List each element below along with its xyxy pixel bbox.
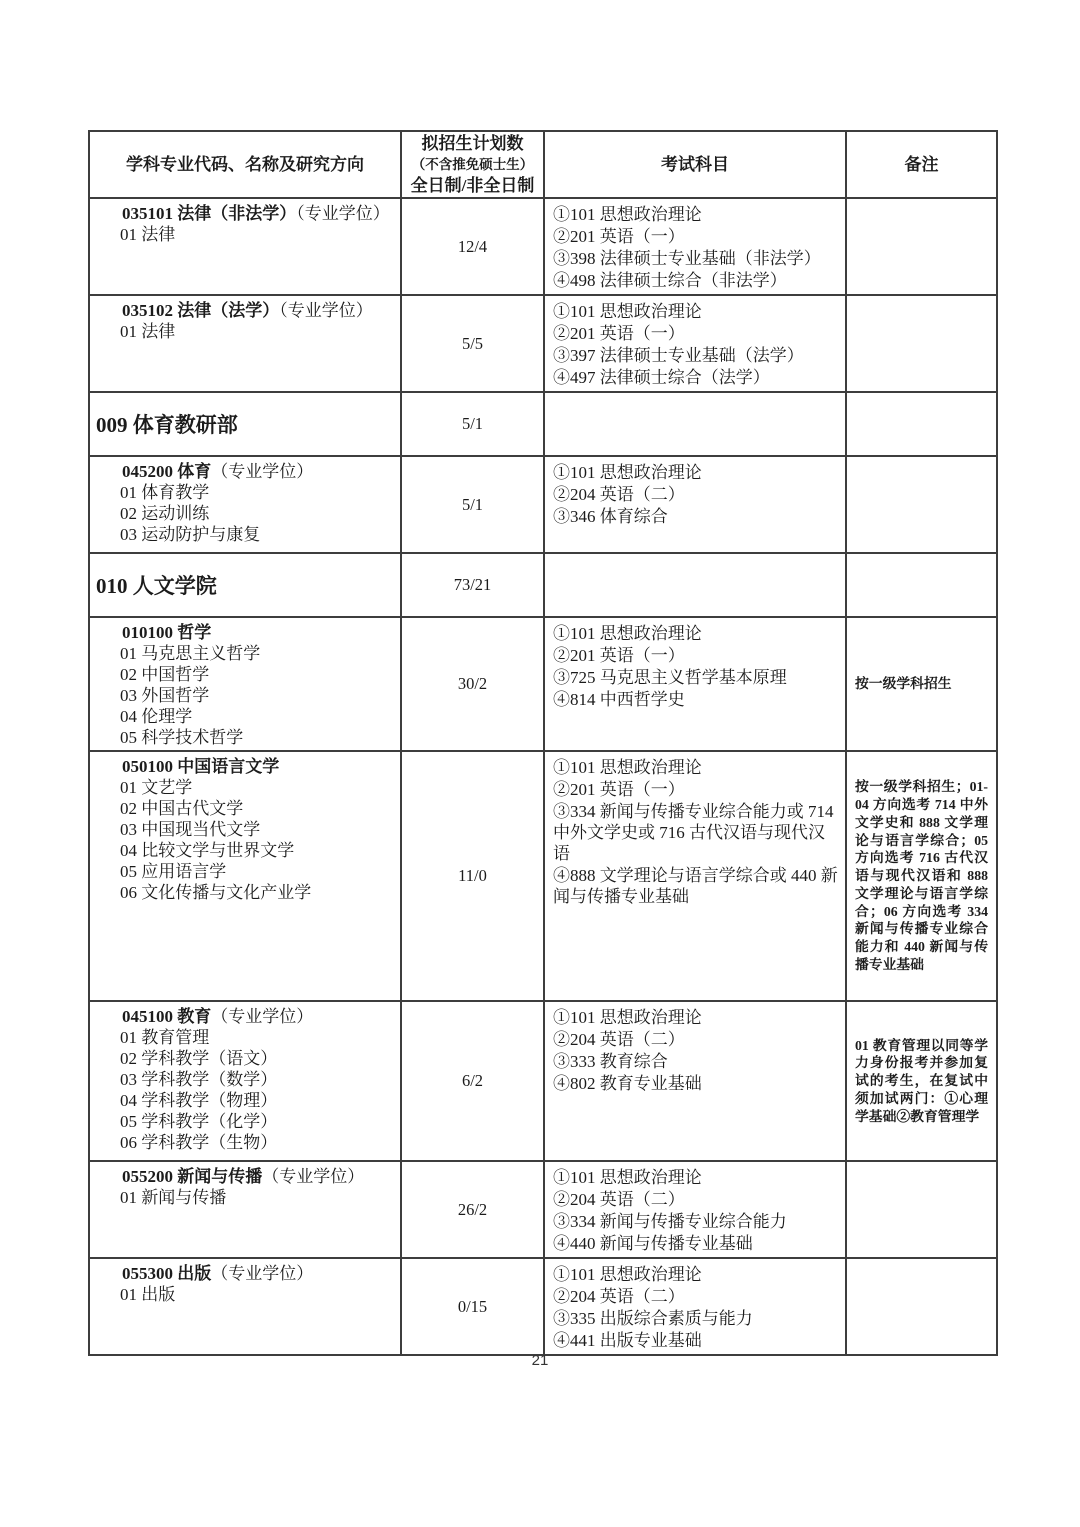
note-cell xyxy=(846,295,997,392)
direction-item: 03 外国哲学 xyxy=(120,686,210,705)
quota-cell: 30/2 xyxy=(401,617,544,751)
exams-cell xyxy=(544,456,846,553)
exam-item: ①101 思想政治理论 xyxy=(553,302,702,321)
program-code: 035101 法律（非法学） xyxy=(122,204,297,223)
program-cell xyxy=(89,1258,401,1355)
note-cell xyxy=(846,456,997,553)
department-cell: 010 人文学院 xyxy=(89,553,401,617)
program-title xyxy=(94,300,394,321)
table-row-dept-009 xyxy=(89,392,997,456)
direction-item: 02 学科教学（语文） xyxy=(120,1049,278,1068)
exam-item: ③346 体育综合 xyxy=(553,507,668,526)
table-row-050100 xyxy=(89,751,997,1001)
direction-item: 01 文艺学 xyxy=(120,778,193,797)
exam-item: ④888 文学理论与语言学综合或 440 新闻与传播专业基础 xyxy=(553,866,838,906)
program-suffix: （专业学位） xyxy=(211,1264,314,1283)
exam-item: ③398 法律硕士专业基础（非法学） xyxy=(553,249,821,268)
exam-item: ②201 英语（一） xyxy=(553,227,685,246)
program-title xyxy=(94,622,394,643)
exam-item: ①101 思想政治理论 xyxy=(553,205,702,224)
exam-item: ④498 法律硕士综合（非法学） xyxy=(553,271,787,290)
exams-cell xyxy=(544,617,846,751)
direction-item: 04 伦理学 xyxy=(120,707,193,726)
table-row-010100 xyxy=(89,617,997,751)
program-suffix: （专业学位） xyxy=(296,204,390,223)
program-title xyxy=(94,1263,394,1284)
col-header-note: 备注 xyxy=(846,131,997,198)
direction-item: 02 运动训练 xyxy=(120,504,210,523)
quota-cell: 12/4 xyxy=(401,198,544,295)
program-code: 050100 中国语言文学 xyxy=(122,757,280,776)
exam-item: ②204 英语（二） xyxy=(553,1190,685,1209)
exam-item: ③334 新闻与传播专业综合能力或 714 中外文学史或 716 古代汉语与现代汉语 xyxy=(553,802,834,863)
exam-item: ②201 英语（一） xyxy=(553,646,685,665)
exam-item: ④802 教育专业基础 xyxy=(553,1074,702,1093)
exam-item: ①101 思想政治理论 xyxy=(553,758,702,777)
quota-header-line2: （不含推免硕士生） xyxy=(411,157,534,172)
exams-cell xyxy=(544,1258,846,1355)
program-cell xyxy=(89,295,401,392)
table-row-055200 xyxy=(89,1161,997,1258)
program-cell xyxy=(89,751,401,1001)
program-title xyxy=(94,461,394,482)
table-row-035102 xyxy=(89,295,997,392)
direction-item: 01 新闻与传播 xyxy=(120,1188,227,1207)
col-header-quota xyxy=(401,131,544,198)
program-suffix: （专业学位） xyxy=(279,301,373,320)
program-cell xyxy=(89,456,401,553)
direction-item: 02 中国古代文学 xyxy=(120,799,244,818)
program-cell xyxy=(89,617,401,751)
direction-item: 05 学科教学（化学） xyxy=(120,1112,278,1131)
note-cell xyxy=(846,198,997,295)
program-title xyxy=(94,203,394,224)
direction-item: 05 应用语言学 xyxy=(120,862,227,881)
exam-item: ④441 出版专业基础 xyxy=(553,1331,702,1350)
exam-item: ①101 思想政治理论 xyxy=(553,1008,702,1027)
direction-item: 04 学科教学（物理） xyxy=(120,1091,278,1110)
quota-cell: 5/1 xyxy=(401,456,544,553)
program-suffix: （专业学位） xyxy=(211,1007,314,1026)
direction-item: 03 运动防护与康复 xyxy=(120,525,261,544)
col-header-program: 学科专业代码、名称及研究方向 xyxy=(89,131,401,198)
note-cell: 按一级学科招生 xyxy=(846,617,997,751)
note-cell xyxy=(846,392,997,456)
exams-cell xyxy=(544,1161,846,1258)
note-cell xyxy=(846,553,997,617)
direction-item: 04 比较文学与世界文学 xyxy=(120,841,295,860)
exam-item: ③335 出版综合素质与能力 xyxy=(553,1309,753,1328)
quota-header-line3: 全日制/非全日制 xyxy=(410,176,535,195)
exam-item: ①101 思想政治理论 xyxy=(553,1168,702,1187)
note-cell: 按一级学科招生；01-04 方向选考 714 中外文学史和 888 文学理论与语言学综合；05 方向选考 716 古代汉语与现代汉语和 888 文学理论与语言学综合；06 方向选考 334 新闻与传播专业综合能力和 440 新闻与传播专业基础 xyxy=(846,751,997,1001)
direction-item: 01 法律 xyxy=(120,225,176,244)
program-title xyxy=(94,756,394,777)
program-code: 055300 出版 xyxy=(122,1264,212,1283)
direction-item: 01 马克思主义哲学 xyxy=(120,644,261,663)
program-title xyxy=(94,1166,394,1187)
program-cell xyxy=(89,1161,401,1258)
exam-item: ③333 教育综合 xyxy=(553,1052,668,1071)
direction-item: 05 科学技术哲学 xyxy=(120,728,244,747)
direction-item: 01 教育管理 xyxy=(120,1028,210,1047)
exam-item: ①101 思想政治理论 xyxy=(553,463,702,482)
exam-item: ④440 新闻与传播专业基础 xyxy=(553,1234,753,1253)
exams-cell xyxy=(544,295,846,392)
direction-item: 01 出版 xyxy=(120,1285,176,1304)
program-code: 055200 新闻与传播 xyxy=(122,1167,263,1186)
program-suffix: （专业学位） xyxy=(262,1167,365,1186)
program-title xyxy=(94,1006,394,1027)
exams-cell xyxy=(544,198,846,295)
page-number: 21 xyxy=(531,1352,549,1369)
direction-item: 01 法律 xyxy=(120,322,176,341)
exam-item: ②204 英语（二） xyxy=(553,485,685,504)
quota-cell: 5/1 xyxy=(401,392,544,456)
exam-item: ③725 马克思主义哲学基本原理 xyxy=(553,668,787,687)
quota-cell: 11/0 xyxy=(401,751,544,1001)
direction-item: 01 体育教学 xyxy=(120,483,210,502)
col-header-exams: 考试科目 xyxy=(544,131,846,198)
exam-item: ①101 思想政治理论 xyxy=(553,1265,702,1284)
direction-item: 02 中国哲学 xyxy=(120,665,210,684)
exam-item: ②201 英语（一） xyxy=(553,324,685,343)
exam-item: ③397 法律硕士专业基础（法学） xyxy=(553,346,804,365)
note-cell xyxy=(846,1258,997,1355)
program-suffix: （专业学位） xyxy=(211,462,314,481)
program-code: 045100 教育 xyxy=(122,1007,212,1026)
header-row xyxy=(89,131,997,198)
table-row-055300 xyxy=(89,1258,997,1355)
exam-item: ④814 中西哲学史 xyxy=(553,690,685,709)
table-row-dept-010 xyxy=(89,553,997,617)
exams-cell xyxy=(544,553,846,617)
exams-cell xyxy=(544,392,846,456)
program-cell xyxy=(89,1001,401,1161)
table-row-045100 xyxy=(89,1001,997,1161)
exam-item: ②204 英语（二） xyxy=(553,1287,685,1306)
direction-item: 03 学科教学（数学） xyxy=(120,1070,278,1089)
exam-item: ②201 英语（一） xyxy=(553,780,685,799)
program-cell xyxy=(89,198,401,295)
quota-cell: 73/21 xyxy=(401,553,544,617)
note-cell: 01 教育管理以同等学力身份报考并参加复试的考生，在复试中须加试两门：①心理学基础②教育管理学 xyxy=(846,1001,997,1161)
exam-item: ②204 英语（二） xyxy=(553,1030,685,1049)
direction-item: 06 文化传播与文化产业学 xyxy=(120,883,312,902)
admissions-table xyxy=(88,130,998,1356)
quota-header-line1: 拟招生计划数 xyxy=(421,134,524,153)
quota-cell: 26/2 xyxy=(401,1161,544,1258)
department-cell: 009 体育教研部 xyxy=(89,392,401,456)
direction-item: 03 中国现当代文学 xyxy=(120,820,261,839)
program-code: 010100 哲学 xyxy=(122,623,212,642)
exam-item: ④497 法律硕士综合（法学） xyxy=(553,368,770,387)
quota-cell: 6/2 xyxy=(401,1001,544,1161)
table-row-035101 xyxy=(89,198,997,295)
direction-item: 06 学科教学（生物） xyxy=(120,1133,278,1152)
note-cell xyxy=(846,1161,997,1258)
program-code: 045200 体育 xyxy=(122,462,212,481)
exam-item: ③334 新闻与传播专业综合能力 xyxy=(553,1212,787,1231)
quota-cell: 5/5 xyxy=(401,295,544,392)
program-code: 035102 法律（法学） xyxy=(122,301,280,320)
exams-cell xyxy=(544,751,846,1001)
exams-cell xyxy=(544,1001,846,1161)
exam-item: ①101 思想政治理论 xyxy=(553,624,702,643)
table-row-045200 xyxy=(89,456,997,553)
quota-cell: 0/15 xyxy=(401,1258,544,1355)
